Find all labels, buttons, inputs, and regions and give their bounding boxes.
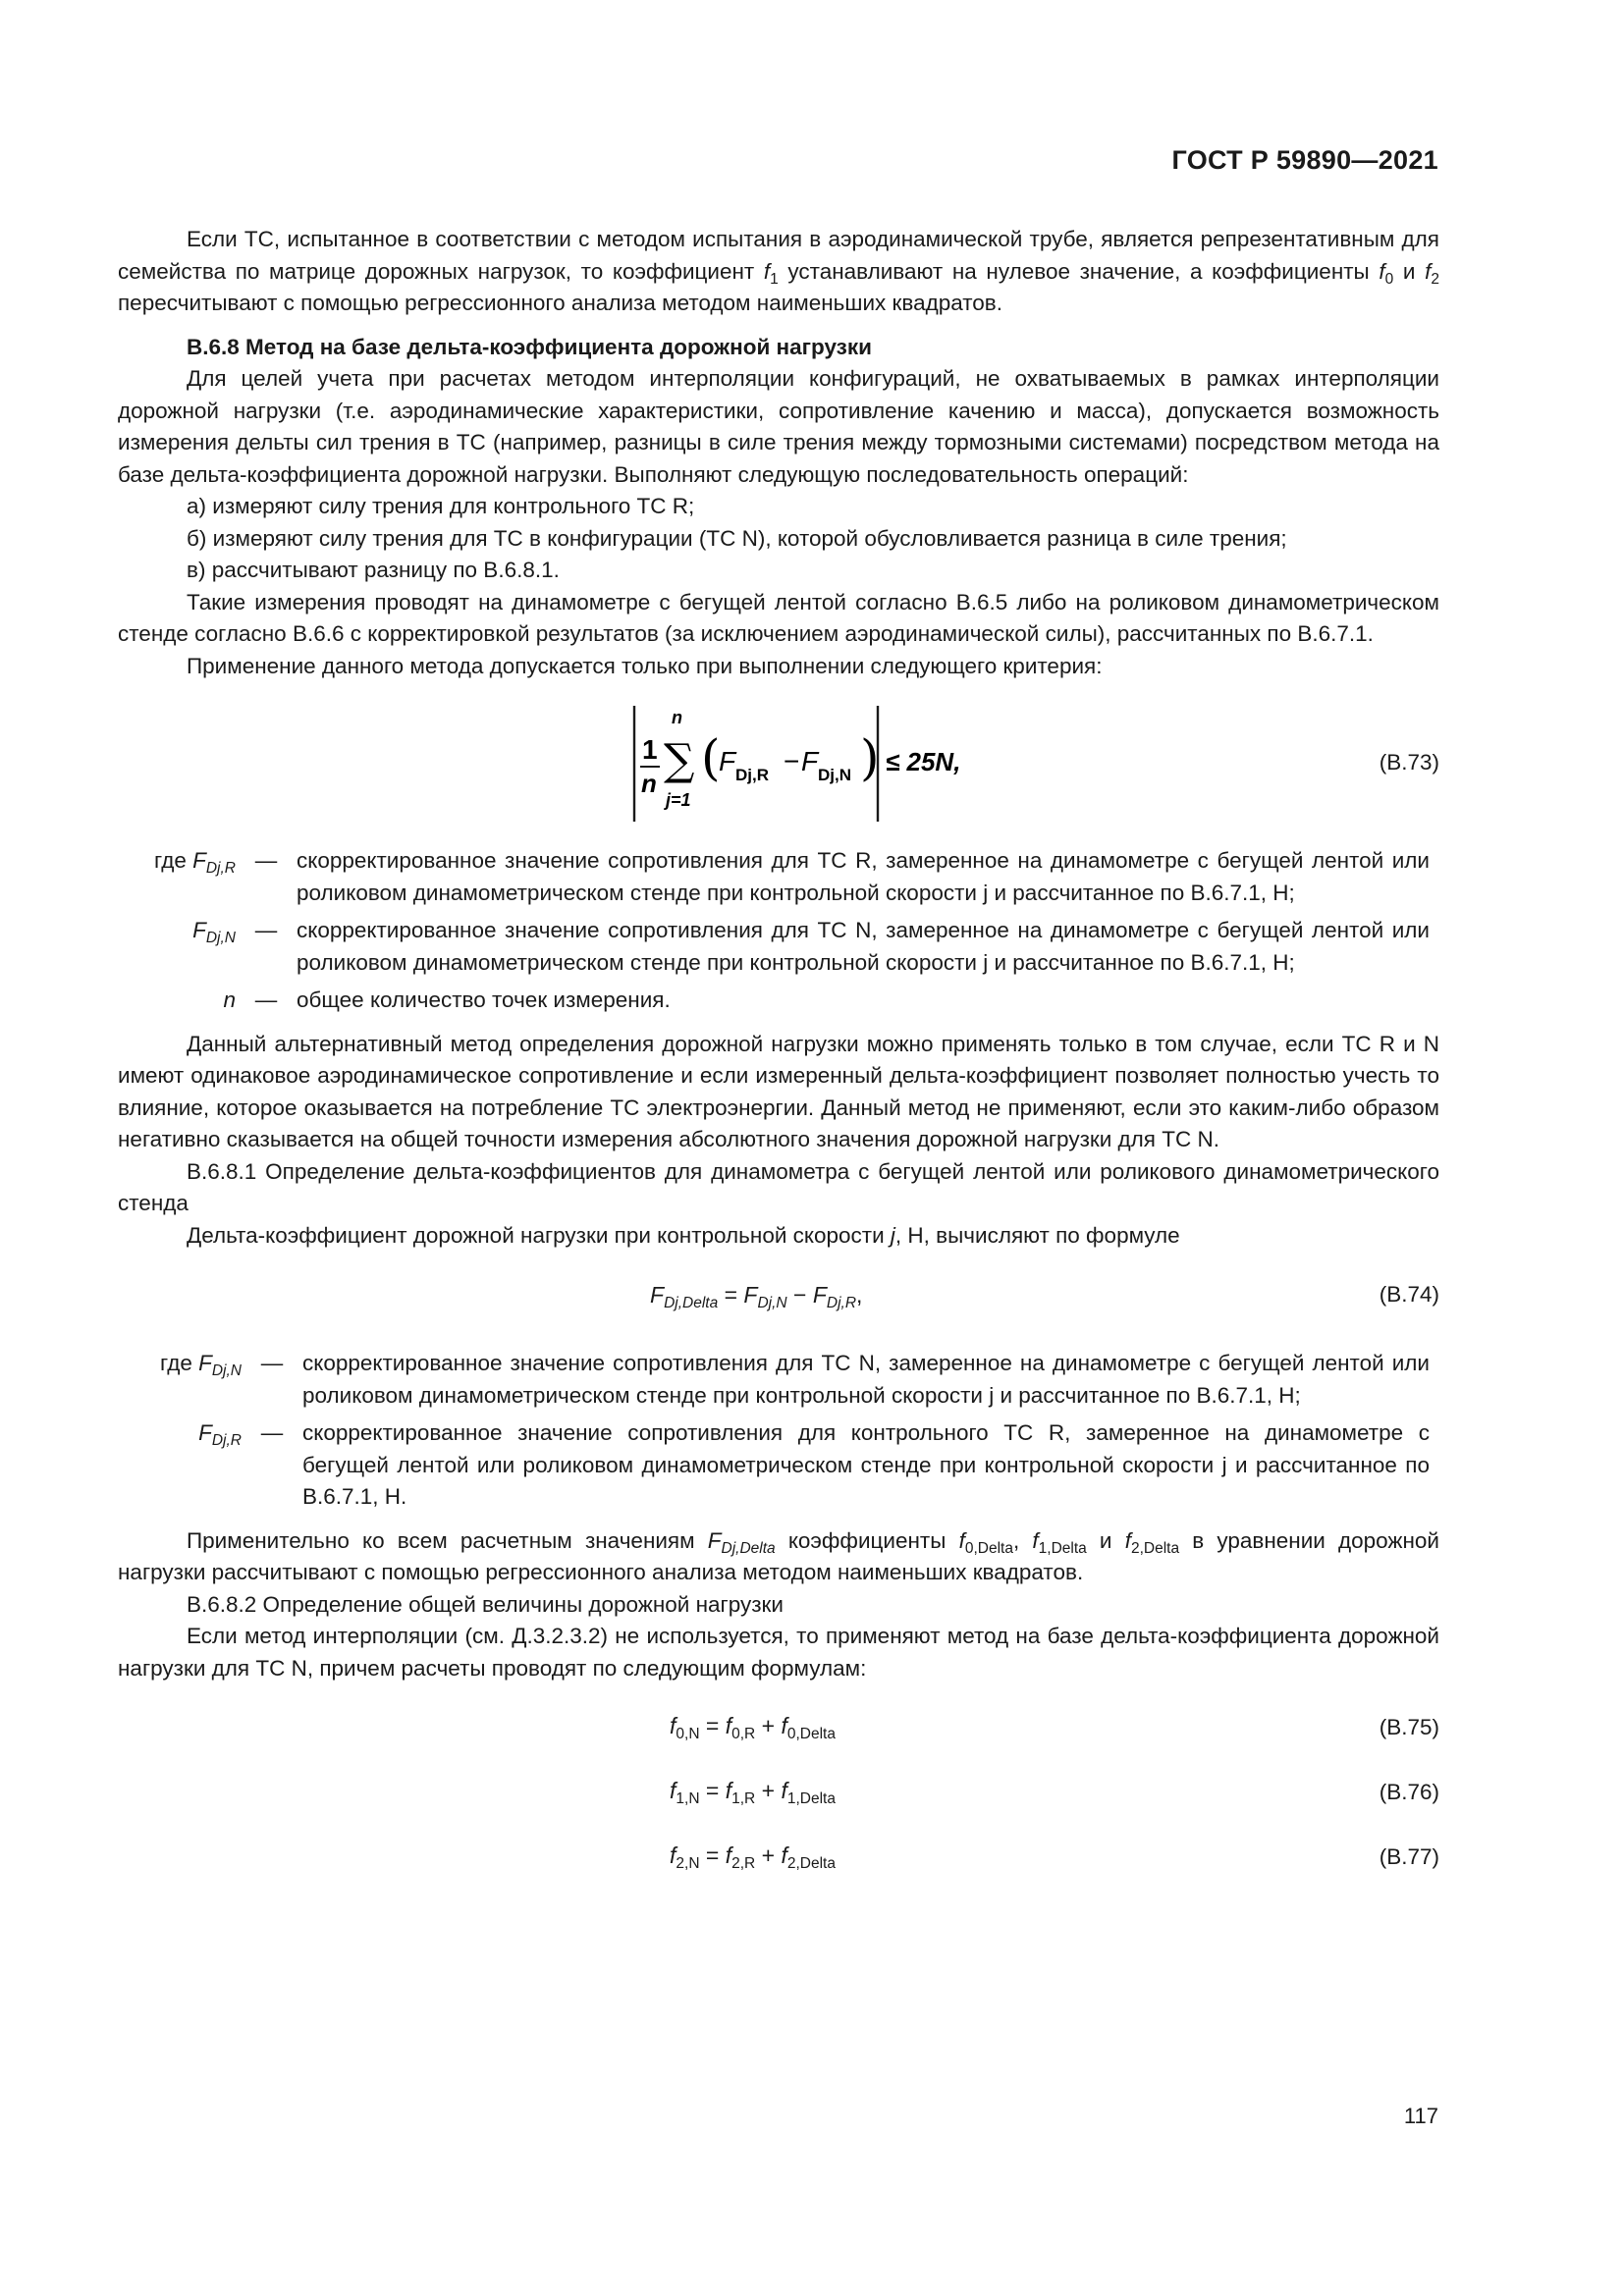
term-f-r-subscript: Dj,R bbox=[735, 766, 769, 784]
page-number: 117 bbox=[1403, 2104, 1438, 2128]
term-f-n-subscript: Dj,N bbox=[818, 766, 851, 784]
criterion-paragraph: Применение данного метода допускается только при выполнении следующего критерия: bbox=[187, 653, 1103, 678]
document-id-header: ГОСТ Р 59890—2021 bbox=[1171, 145, 1438, 175]
criterion-rhs: ≤ 25N, bbox=[886, 747, 961, 776]
measurement-paragraph: Такие измерения проводят на динамометре с бегущей лентой согласно В.6.5 либо на роликовом динамометрическом стенде согласно В.6.6 с корректировкой результатов (за исключением аэродинамической силы), рассчитанных по В.6.7.1. bbox=[118, 589, 1439, 646]
list-item-c: в) рассчитывают разницу по В.6.8.1. bbox=[187, 558, 560, 582]
formula-b74 bbox=[118, 1257, 1439, 1330]
equation-number-b77: (В.77) bbox=[1379, 1844, 1439, 1869]
formula-b76-expression: $f_{1,N} = f_{1,R} + f_{1,Delta}$ bbox=[670, 1778, 836, 1807]
definition-item: $F_{Dj,N}$ — скорректированное значение сопротивления для ТС N, замеренное на динамометре с бегущей лентой или роликовом динамометрическом стенде при контрольной скорости j и рассчитанное по В.6.7.1, Н; bbox=[192, 918, 1430, 975]
equation-number-b73: (В.73) bbox=[1379, 750, 1439, 774]
definition-item: где $F_{Dj,R}$ — скорректированное значение сопротивления для ТС R, замеренное на динамометре с бегущей лентой или роликовом динамометрическом стенде при контрольной скорости j и рассчитанное по В.6.7.1, Н; bbox=[154, 848, 1430, 905]
formula-b73-graphic bbox=[628, 696, 982, 831]
definition-item: где $F_{Dj,N}$ — скорректированное значение сопротивления для ТС N, замеренное на динамометре с бегущей лентой или роликовом динамометрическом стенде при контрольной скорости j и рассчитанное по В.6.7.1, Н; bbox=[160, 1351, 1430, 1408]
list-item-a: а) измеряют силу трения для контрольного ТС R; bbox=[187, 494, 695, 518]
minus-sign: − bbox=[784, 746, 800, 776]
sum-upper-limit: n bbox=[672, 708, 682, 727]
definition-item: n — общее количество точек измерения. bbox=[223, 988, 671, 1012]
subsection-title-1: В.6.8.1 Определение дельта-коэффициентов для динамометра с бегущей лентой или роликового динамометрического стенда bbox=[118, 1158, 1439, 1215]
list-item-b: б) измеряют силу трения для ТС в конфигурации (ТС N), которой обусловливается разница в силе трения; bbox=[187, 525, 1287, 551]
equation-number-b74: (В.74) bbox=[1379, 1282, 1439, 1307]
formula-b73 bbox=[118, 696, 1439, 831]
equation-number-b76: (В.76) bbox=[1379, 1780, 1439, 1804]
term-f-r: F bbox=[719, 746, 736, 776]
fraction-numerator: 1 bbox=[642, 734, 658, 765]
definitions-b73 bbox=[118, 845, 1439, 1017]
definition-item: $F_{Dj,R}$ — скорректированное значение сопротивления для контрольного ТС R, замеренное на динамометре с бегущей лентой или роликовом динамометрическом стенде при контрольной скорости j и рассчитанное по В.6.7.1, Н. bbox=[198, 1420, 1430, 1509]
page-content bbox=[118, 224, 1439, 1893]
intro-paragraph: Если ТС, испытанное в соответствии с методом испытания в аэродинамической трубе, является репрезентативным для семейства по матрице дорожных нагрузок, то коэффициент $f_1$ устанавливают на нулевое значение, а коэффициенты $f_0$ и $f_2$ пересчитывают с помощью регрессионного анализа методом наименьших квадратов. bbox=[118, 227, 1440, 315]
paren-right: ) bbox=[860, 729, 880, 786]
formula-b75 bbox=[118, 1698, 1439, 1757]
subsection-title-2: В.6.8.2 Определение общей величины дорожной нагрузки bbox=[187, 1591, 784, 1617]
formula-b75-expression: $f_{0,N} = f_{0,R} + f_{0,Delta}$ bbox=[670, 1713, 836, 1742]
equation-number-b75: (В.75) bbox=[1379, 1715, 1439, 1739]
formula-b77 bbox=[118, 1828, 1439, 1887]
regression-paragraph: Применительно ко всем расчетным значениям $F_{Dj,Delta}$ коэффициенты $f_{0,Delta}$, $f_{1,Delta}$ и $f_{2,Delta}$ в уравнении дорожной нагрузки рассчитывают с помощью регрессионного анализа методом наименьших квадратов. bbox=[118, 1527, 1439, 1584]
fraction-denominator: n bbox=[641, 769, 657, 798]
total-road-load-paragraph: Если метод интерполяции (см. Д.3.2.3.2) не используется, то применяют метод на базе дельта-коэффициента дорожной нагрузки для ТС N, причем расчеты проводят по следующим формулам: bbox=[118, 1624, 1439, 1681]
formula-b77-expression: $f_{2,N} = f_{2,R} + f_{2,Delta}$ bbox=[670, 1842, 836, 1872]
sum-lower-limit: j=1 bbox=[666, 790, 691, 810]
alternative-method-paragraph: Данный альтернативный метод определения дорожной нагрузки можно применять только в том случае, если ТС R и N имеют одинаковое аэродинамическое сопротивление и если измеренный дельта-коэффициент позволяет полностью учесть то влияние, которое оказывается на потребление ТС электроэнергии. Данный метод не применяют, если это каким-либо образом негативно сказывается на общей точности измерения абсолютного значения дорожной нагрузки для ТС N. bbox=[118, 1031, 1439, 1151]
section-paragraph: Для целей учета при расчетах методом интерполяции конфигураций, не охватываемых в рамках интерполяции дорожной нагрузки (т.е. аэродинамические характеристики, сопротивление качению и масса), допускается возможность измерения дельты сил трения в ТС (например, разницы в силе трения между тормозными системами) посредством метода на базе дельта-коэффициента дорожной нагрузки. Выполняют следующую последовательность операций: bbox=[118, 366, 1439, 487]
term-f-n: F bbox=[801, 746, 819, 776]
delta-formula-intro: Дельта-коэффициент дорожной нагрузки при контрольной скорости j, Н, вычисляют по формуле bbox=[187, 1222, 1180, 1248]
section-heading: В.6.8 Метод на базе дельта-коэффициента дорожной нагрузки bbox=[187, 334, 872, 359]
formula-b74-expression: $F_{Dj,Delta} = F_{Dj,N} - F_{Dj,R}$, bbox=[650, 1282, 863, 1311]
sum-icon: ∑ bbox=[664, 735, 695, 785]
formula-b76 bbox=[118, 1763, 1439, 1822]
paren-left: ( bbox=[701, 729, 721, 786]
definitions-b74 bbox=[118, 1348, 1439, 1514]
